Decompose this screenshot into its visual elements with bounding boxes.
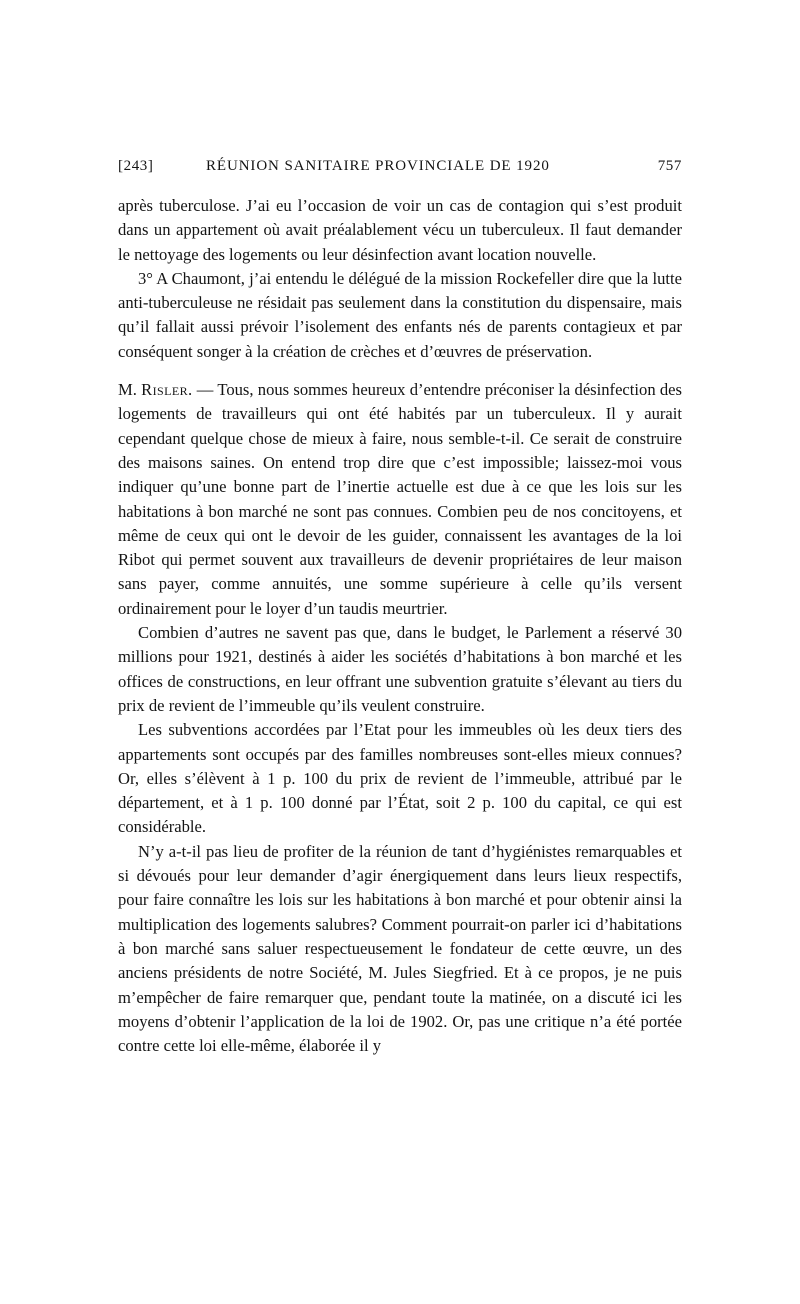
page-number: 757 — [657, 158, 682, 174]
paragraph-subventions: Les subventions accordées par l’Etat pour les immeubles où les deux tiers des appartements sont occupés par des familles nombreuses sont-elles mieux connues? Or, elles s’élèvent à 1 p. 100 du prix de revient de l’immeuble, attribué par le département, et à 1 p. 100 donné par l’État, soit 2 p. 100 du capital, ce qui est considérable. — [118, 720, 682, 837]
paragraph-continuation: après tuberculose. J’ai eu l’occasion de voir un cas de contagion qui s’est produit dans un appartement où avait préalablement vécu un tuberculeux. Il faut demander le nettoyage des logements ou leur désinfection avant location nouvelle. — [118, 196, 682, 264]
paragraph-chaumont: 3° A Chaumont, j’ai entendu le délégué de la mission Rockefeller dire que la lutte anti-tuberculeuse ne résidait pas seulement dans la constitution du dispensaire, mais qu’il fallait aussi prévoir l’isolement des enfants nés de parents contagieux et par conséquent songer à la création de crèches et d’œuvres de préservation. — [118, 268, 682, 361]
book-page — [118, 158, 682, 1058]
paragraph-hygienistes: N’y a-t-il pas lieu de profiter de la réunion de tant d’hygiénistes remarquables et si dévoués pour leur demander d’agir énergiquement dans leurs lieux respectifs, pour faire connaître les lois sur les habitations à bon marché et pour obtenir ainsi la multiplication des logements salubres? Comment pourrait-on parler ici d’habitations à bon marché sans saluer respectueusement le fondateur de cette œuvre, un des anciens présidents de notre Société, M. Jules Siegfried. Et à ce propos, je ne puis m’empêcher de faire remarquer que, pendant toute la matinée, on a discuté ici les moyens d’obtenir l’application de la loi de 1902. Or, pas une critique n’a été portée contre cette loi elle-même, élaborée il y — [118, 841, 682, 1056]
running-head — [118, 158, 682, 180]
paragraph-risler — [118, 378, 682, 621]
running-title: RÉUNION SANITAIRE PROVINCIALE DE 1920 — [206, 158, 550, 174]
page-reference: [243] — [118, 158, 154, 174]
paragraph-budget: Combien d’autres ne savent pas que, dans le budget, le Parlement a réservé 30 millions pour 1921, destinés à aider les sociétés d’habitations à bon marché et les offices de constructions, en leur offrant une subvention gratuite s’élevant au tiers du prix de revient de l’immeuble qu’ils veulent construire. — [118, 623, 682, 715]
speaker-name: Risler. — [141, 380, 193, 400]
speaker-prefix: M. — [118, 380, 142, 400]
speaker-text: — Tous, nous sommes heureux d’entendre préconiser la désinfection des logements de travailleurs qui ont été habités par un tuberculeux. Il y aurait cependant quelque chose de mieux à faire, nous semble-t-il. Ce serait de construire des maisons saines. On entend trop dire que c’est impossible; laissez-moi vous indiquer qu’une bonne part de l’inertie actuelle est due à ce que les lois sur les habitations à bon marché ne sont pas connues. Combien peu de nos concitoyens, et même de ceux qui ont le devoir de les guider, connaissent les avantages de la loi Ribot qui permet souvent aux travailleurs de devenir propriétaires de leur maison sans payer, comme annuités, une somme supérieure à celle qu’ils versent ordinairement pour le loyer d’un taudis meurtrier. — [118, 380, 682, 618]
